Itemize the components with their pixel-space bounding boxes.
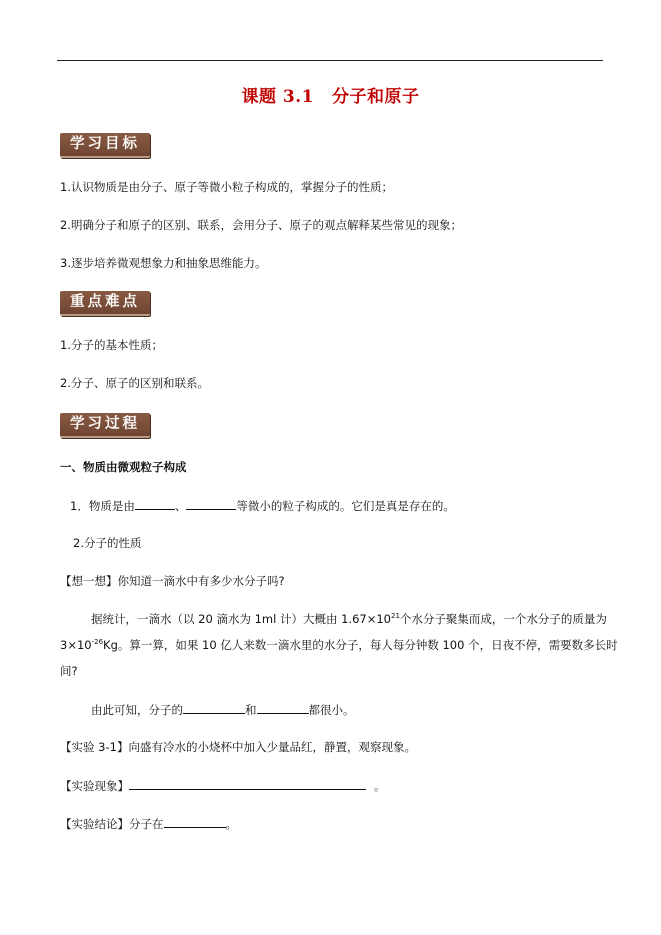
question-1 (70, 497, 455, 514)
process-banner: 学习过程 (60, 413, 150, 438)
keypoint-item-1: 1.分子的基本性质； (60, 338, 163, 352)
answer-blank[interactable] (164, 815, 226, 828)
goal-item-2: 2.明确分子和原子的区别、联系，会用分子、原子的观点解释某些常见的现象； (60, 218, 462, 232)
phenomenon-suffix: 。 (374, 779, 386, 793)
experiment-line (60, 739, 416, 755)
think-label: 【想一想】 (60, 574, 118, 588)
goal-item-3: 3.逐步培养微观想象力和抽象思维能力。 (60, 256, 267, 270)
conclusion-prefix: 由此可知，分子的 (91, 703, 183, 717)
conclusion-line (91, 701, 355, 718)
think-text: 你知道一滴水中有多少水分子吗? (117, 574, 285, 588)
phenomenon-label: 【实验现象】 (60, 779, 129, 793)
header-rule (57, 60, 603, 61)
result-prefix: 分子在 (129, 817, 164, 831)
think-line (60, 573, 285, 589)
question-1-suffix: 等微小的粒子构成的。它们是真是存在的。 (236, 499, 455, 513)
keypoints-banner: 重点难点 (60, 291, 150, 316)
section-subheading: 一、物质由微观粒子构成 (60, 460, 187, 474)
phenomenon-line (60, 777, 386, 794)
result-line (60, 815, 237, 832)
conclusion-mid: 和 (245, 703, 257, 717)
page-title (0, 82, 661, 107)
paragraph-line-2 (60, 637, 618, 653)
question-1-sep: 、 (174, 499, 187, 513)
goals-banner: 学习目标 (60, 133, 150, 158)
answer-blank[interactable] (129, 777, 366, 790)
lesson-number: 课题 3.1 (241, 87, 314, 107)
question-2: 2.分子的性质 (73, 536, 142, 550)
keypoint-item-2: 2.分子、原子的区别和联系。 (60, 376, 209, 390)
result-label: 【实验结论】 (60, 817, 129, 831)
para-text: 3×10 (60, 638, 92, 652)
answer-blank[interactable] (186, 497, 236, 510)
answer-blank[interactable] (135, 497, 175, 510)
exponent: 21 (391, 612, 400, 621)
question-1-prefix: 1．物质是由 (70, 499, 135, 513)
paragraph-line-1 (91, 611, 607, 627)
result-suffix: 。 (225, 817, 237, 831)
answer-blank[interactable] (183, 701, 245, 714)
experiment-text: 向盛有冷水的小烧杯中加入少量品红，静置，观察现象。 (128, 740, 416, 754)
goal-item-1: 1.认识物质是由分子、原子等微小粒子构成的，掌握分子的性质； (60, 180, 393, 194)
exponent: -26 (91, 638, 104, 647)
para-text: 个水分子聚集而成，一个水分子的质量为 (399, 612, 607, 626)
conclusion-suffix: 都很小。 (308, 703, 355, 717)
paragraph-line-3: 间? (60, 664, 78, 678)
para-text: Kg。算一算，如果 10 亿人来数一滴水里的水分子，每人每分钟数 100 个，日夜不停，需要数多长时 (103, 638, 618, 652)
lesson-name: 分子和原子 (332, 87, 420, 107)
experiment-label: 【实验 3-1】 (60, 740, 129, 754)
answer-blank[interactable] (257, 701, 309, 714)
para-text: 据统计，一滴水（以 20 滴水为 1ml 计）大概由 1.67×10 (91, 612, 391, 626)
